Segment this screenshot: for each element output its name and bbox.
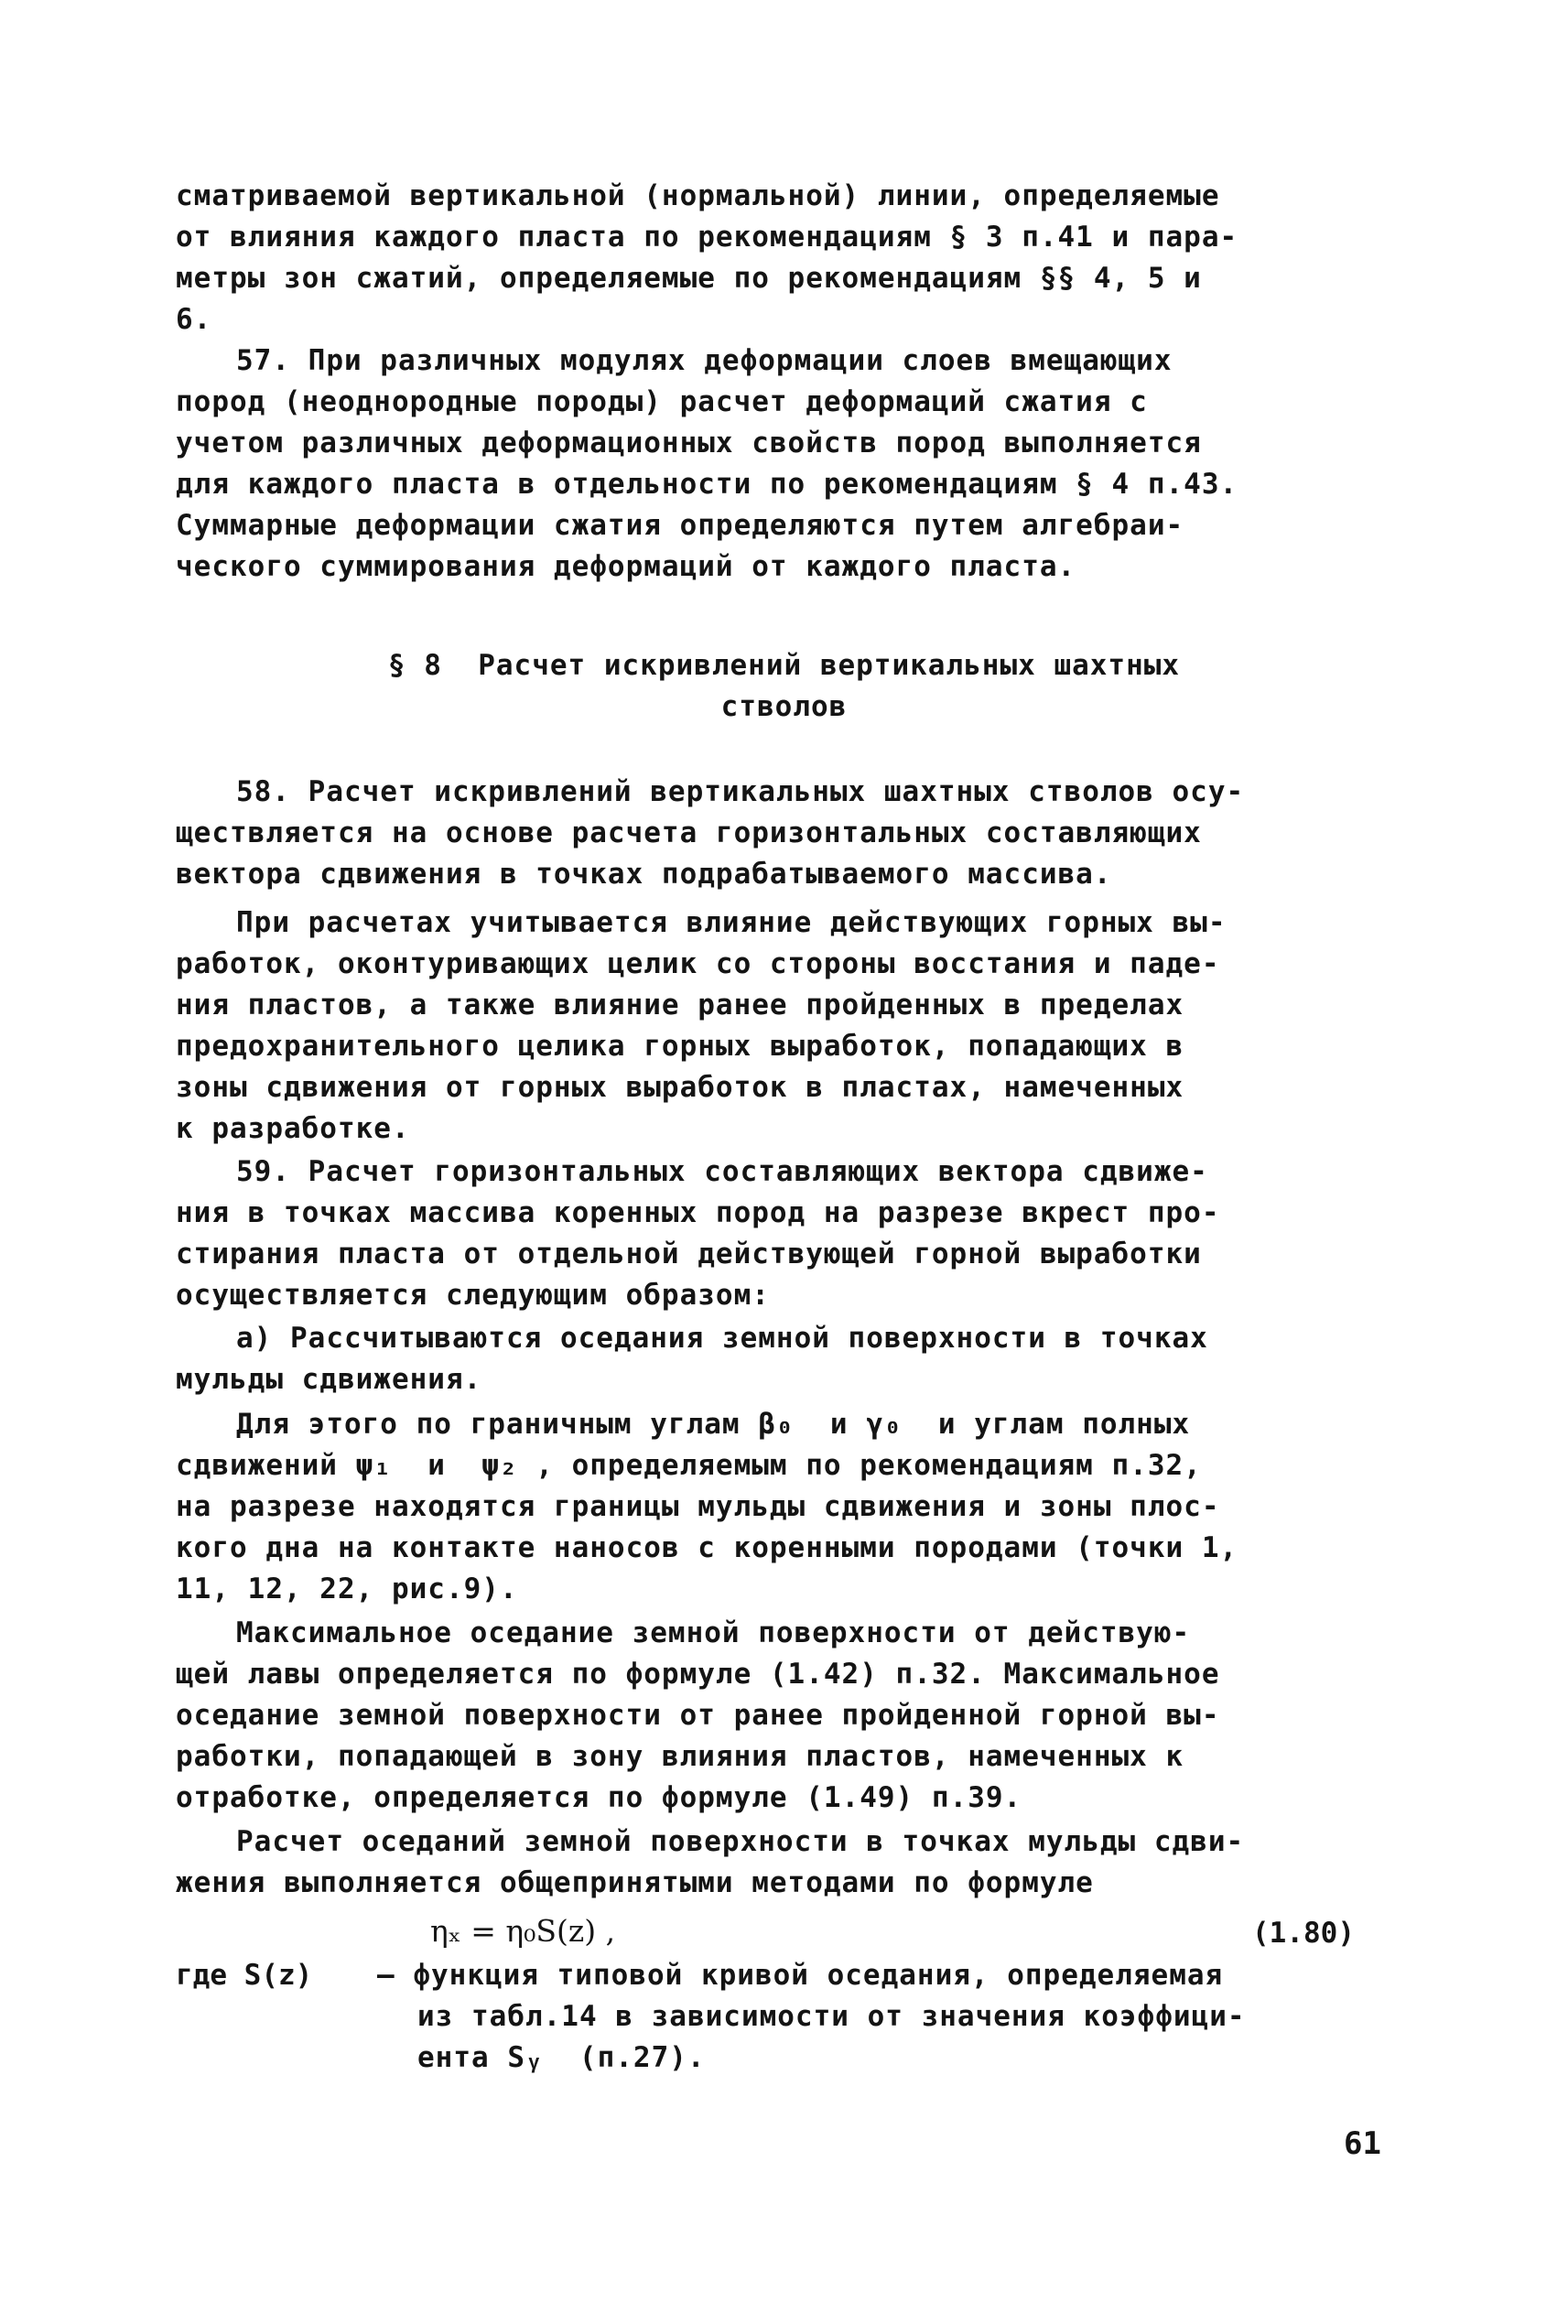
paragraph-57-line: для каждого пласта в отдельности по рекомендациям § 4 п.43.	[176, 468, 1238, 501]
text-line: от влияния каждого пласта по рекомендациям § 3 п.41 и пара-	[176, 221, 1238, 254]
paragraph-line: к разработке.	[176, 1112, 410, 1145]
paragraph-59-line: ния в точках массива коренных пород на разрезе вкрест про-	[176, 1196, 1220, 1229]
paragraph-line: а) Рассчитываются оседания земной поверхности в точках	[236, 1322, 1208, 1355]
paragraph-59-line: осуществляется следующим образом:	[176, 1279, 770, 1312]
paragraph-line: При расчетах учитывается влияние действующих горных вы-	[236, 906, 1227, 939]
where-definition-line: из табл.14 в зависимости от значения коэффици-	[417, 2000, 1246, 2033]
section-heading-continued: стволов	[720, 690, 848, 723]
paragraph-59-line: 59. Расчет горизонтальных составляющих вектора сдвиже-	[236, 1155, 1208, 1188]
paragraph-57-line: пород (неоднородные породы) расчет деформаций сжатия с	[176, 385, 1148, 418]
paragraph-line: отработке, определяется по формуле (1.49) п.39.	[176, 1781, 1022, 1814]
text-line: 6.	[176, 303, 212, 336]
paragraph-line: Расчет оседаний земной поверхности в точках мульды сдви-	[236, 1825, 1245, 1858]
paragraph-59-line: стирания пласта от отдельной действующей горной выработки	[176, 1238, 1202, 1270]
text-line: сматриваемой вертикальной (нормальной) линии, определяемые	[176, 179, 1220, 212]
paragraph-57-line: ческого суммирования деформаций от каждого пласта.	[176, 550, 1076, 583]
paragraph-line: 11, 12, 22, рис.9).	[176, 1573, 518, 1605]
paragraph-line: Максимальное оседание земной поверхности от действую-	[236, 1616, 1191, 1649]
text-line: метры зон сжатий, определяемые по рекомендациям §§ 4, 5 и	[176, 262, 1202, 295]
paragraph-line: щей лавы определяется по формуле (1.42) п.32. Максимальное	[176, 1658, 1220, 1691]
paragraph-58-line: вектора сдвижения в точках подрабатываемого массива.	[176, 858, 1112, 891]
paragraph-line: мульды сдвижения.	[176, 1363, 482, 1396]
paragraph-line: зоны сдвижения от горных выработок в пластах, намеченных	[176, 1071, 1184, 1104]
where-term: где S(z)	[176, 1959, 313, 1992]
paragraph-line: Для этого по граничным углам β₀ и γ₀ и углам полных	[236, 1408, 1191, 1441]
paragraph-line: работок, оконтуривающих целик со стороны восстания и паде-	[176, 947, 1220, 980]
paragraph-line: оседание земной поверхности от ранее пройденной горной вы-	[176, 1699, 1220, 1732]
section-heading: § 8 Расчет искривлений вертикальных шахтных	[387, 649, 1181, 682]
paragraph-line: кого дна на контакте наносов с коренными породами (точки 1,	[176, 1531, 1238, 1564]
paragraph-57-line: Суммарные деформации сжатия определяются путем алгебраи-	[176, 509, 1184, 542]
paragraph-line: ния пластов, а также влияние ранее пройденных в пределах	[176, 989, 1184, 1021]
paragraph-58-line: 58. Расчет искривлений вертикальных шахтных стволов осу-	[236, 775, 1245, 808]
paragraph-line: сдвижений ψ₁ и ψ₂ , определяемым по рекомендациям п.32,	[176, 1449, 1202, 1482]
paragraph-57-line: учетом различных деформационных свойств пород выполняется	[176, 427, 1202, 459]
paragraph-line: работки, попадающей в зону влияния пластов, намеченных к	[176, 1740, 1184, 1773]
formula-number: (1.80)	[1252, 1917, 1355, 1950]
page-number: 61	[1344, 2125, 1381, 2162]
formula-expression: ηₓ = η₀S(z) ,	[430, 1913, 616, 1949]
paragraph-58-line: ществляется на основе расчета горизонтальных составляющих	[176, 816, 1202, 849]
paragraph-line: на разрезе находятся границы мульды сдвижения и зоны плос-	[176, 1490, 1220, 1523]
paragraph-line: жения выполняется общепринятыми методами по формуле	[176, 1866, 1094, 1899]
paragraph-57-line: 57. При различных модулях деформации слоев вмещающих	[236, 344, 1173, 377]
where-definition-line: – функция типовой кривой оседания, определяемая	[377, 1959, 1224, 1992]
paragraph-line: предохранительного целика горных выработок, попадающих в	[176, 1030, 1184, 1063]
where-definition-line: ента Sᵧ (п.27).	[417, 2041, 706, 2074]
